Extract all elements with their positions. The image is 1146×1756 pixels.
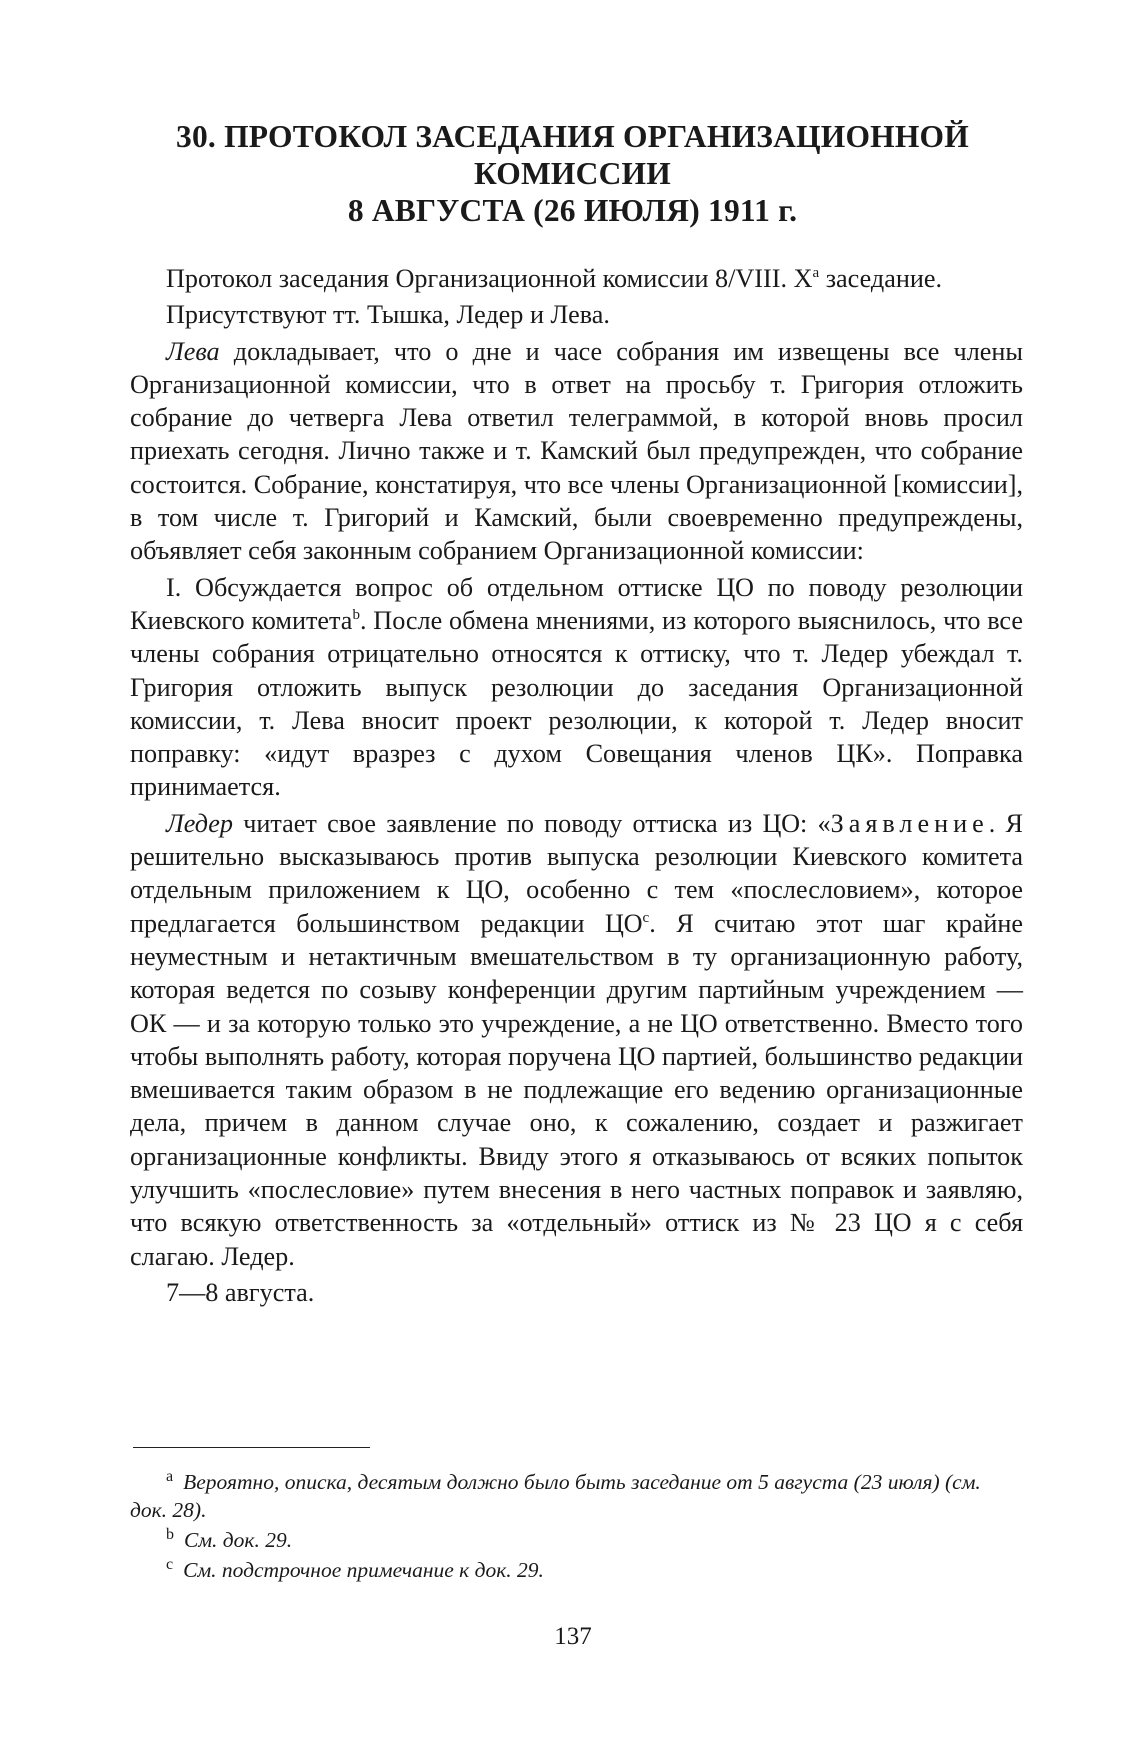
document-title [120, 118, 1025, 229]
paragraph-text: Присутствуют тт. Тышка, Ледер и Лева. [166, 300, 610, 330]
footnote-mark: b [166, 1526, 174, 1543]
speaker-name: Ледер [166, 808, 233, 838]
footnote-mark: a [166, 1468, 174, 1485]
paragraph-text: . После обмена мнениями, из которого выяснилось, что все члены собрания отрицательно относятся к оттиску, что т. Ледер убеждал т. Григория отложить выпуск резолюции до заседания Организационной комиссии, т. Лева вносит проект резолюции, к которой т. Ледер вносит поправку: «идут вразрез с духом Совещания членов ЦК». Поправка принимается. [130, 605, 1024, 802]
title-line-1: 30. ПРОТОКОЛ ЗАСЕДАНИЯ ОРГАНИЗАЦИОННОЙ [176, 119, 969, 154]
paragraph-text: заседание. [819, 264, 943, 293]
paragraph-text: докладывает, что о дне и часе собрания им извещены все члены Организационной комиссии, что в ответ на просьбу т. Григория отложить собрание до четверга Лева ответил телеграммой, в которой вновь просил приехать сегодня. Лично также и т. Камский был предупрежден, что собрание состоится. Собрание, констатируя, что все члены Организационной [комиссии], в том числе т. Григорий и Камский, были своевременно предупреждены, объявляет себя законным собранием Организационной комиссии: [130, 336, 1023, 566]
footnote-text: Вероятно, описка, десятым должно было быть заседание от 5 августа (23 июля) (см. док. 28). [130, 1470, 981, 1522]
paragraph-leder-statement [130, 807, 1023, 1273]
footnote-text: См. подстрочное примечание к док. 29. [183, 1558, 544, 1582]
page-number: 137 [554, 1623, 592, 1650]
footnote-mark: c [166, 1556, 174, 1573]
document-body [130, 262, 1023, 1312]
footnotes [130, 1468, 1023, 1586]
footnote-a [130, 1468, 1023, 1524]
paragraph-protocol [130, 262, 1023, 295]
footnote-c [130, 1556, 1023, 1584]
footnote-text: См. док. 29. [184, 1528, 293, 1552]
paragraph-text: I. Обсуждается вопрос об отдельном оттиске ЦО по поводу резолюции Киевского комитета [130, 572, 1023, 635]
footnote-b [130, 1526, 1023, 1554]
spaced-heading: Заявление [830, 808, 989, 838]
paragraph-attendees [130, 298, 1023, 331]
footnote-divider [133, 1447, 370, 1448]
footnote-ref-a: a [812, 265, 820, 281]
title-line-2: КОМИССИИ [474, 156, 671, 191]
speaker-name: Лева [166, 336, 220, 366]
footnote-ref-b: b [352, 606, 360, 623]
paragraph-item-one [130, 571, 1023, 804]
footnote-ref-c: c [642, 909, 650, 926]
paragraph-text: 7—8 августа. [166, 1277, 315, 1307]
paragraph-text: . Я считаю этот шаг крайне неуместным и нетактичным вмешательством в ту организационную работу, которая ведется по созыву конференции другим партийным учреждением — ОК — и за которую только это учреждение, а не ЦО ответственно. Вместо того чтобы выполнять работу, которая поручена ЦО партией, большинство редакции вмешивается таким образом в не подлежащие его ведению организационные дела, причем в данном случае оно, к сожалению, создает и разжигает организационные конфликты. Ввиду этого я отказываюсь от всяких попыток улучшить «послесловие» путем внесения в него частных поправок и заявляю, что всякую ответственность за «отдельный» оттиск из № 23 ЦО я с себя слагаю. Ледер. [130, 908, 1023, 1271]
paragraph-text: . Я решительно высказываюсь против выпуска резолюции Киевского комитета отдельным приложением к ЦО, особенно с тем «послесловием», которое предлагается большинством редакции ЦО [130, 808, 1024, 938]
paragraph-leva-report [130, 335, 1023, 568]
paragraph-date [130, 1276, 1023, 1309]
paragraph-text: Протокол заседания Организационной комиссии 8/VIII. X [166, 264, 813, 293]
title-line-3: 8 АВГУСТА (26 ИЮЛЯ) 1911 г. [347, 193, 798, 228]
paragraph-text: читает свое заявление по поводу оттиска из ЦО: « [233, 808, 831, 838]
